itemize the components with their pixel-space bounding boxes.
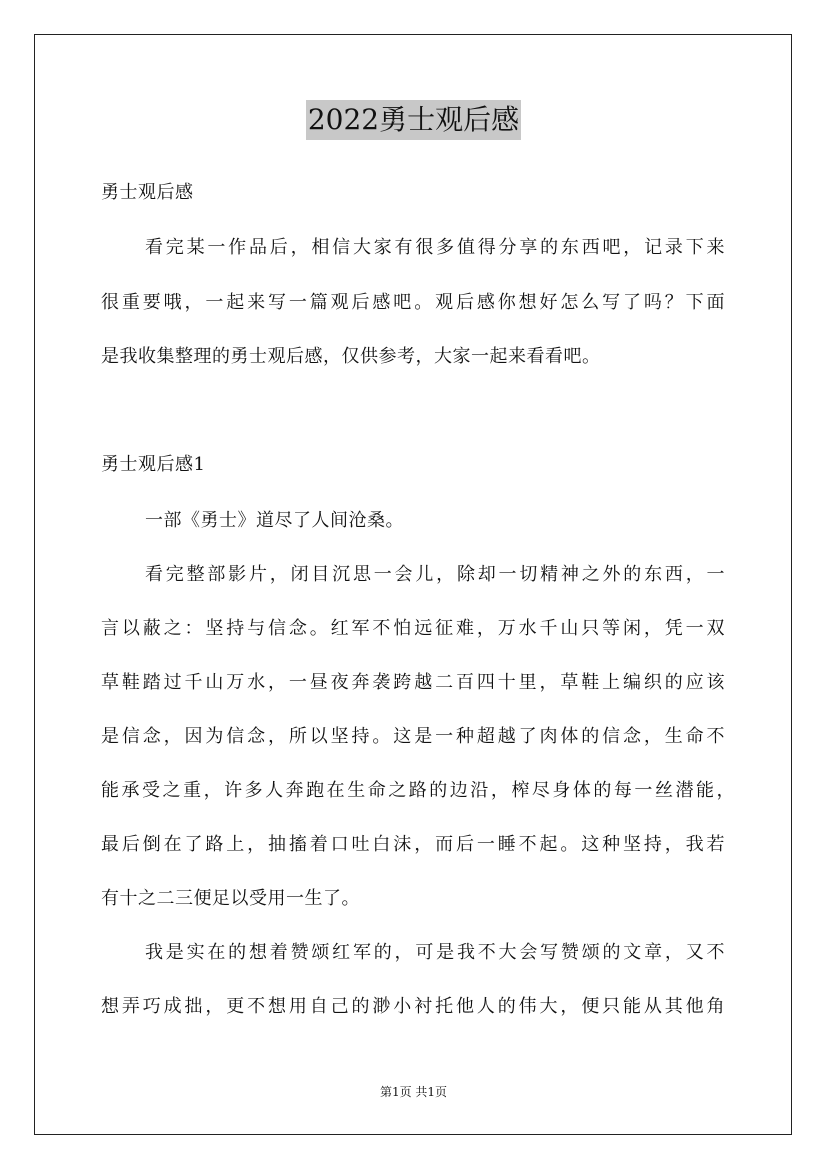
paragraph-line: 草鞋踏过千山万水，一昼夜奔袭跨越二百四十里，草鞋上编织的应该 xyxy=(101,672,725,693)
paragraph-line: 能承受之重，许多人奔跑在生命之路的边沿，榨尽身体的每一丝潜能， xyxy=(101,780,735,801)
paragraph-line: 是信念，因为信念，所以坚持。这是一种超越了肉体的信念，生命不 xyxy=(101,726,725,747)
document-title: 2022勇士观后感 xyxy=(306,100,521,140)
paragraph-line: 看完整部影片，闭目沉思一会儿，除却一切精神之外的东西，一 xyxy=(145,564,725,585)
paragraph-line: 看完某一作品后，相信大家有很多值得分享的东西吧，记录下来 xyxy=(145,237,725,258)
paragraph-line: 一部《勇士》道尽了人间沧桑。 xyxy=(145,510,404,531)
paragraph-line: 言以蔽之：坚持与信念。红军不怕远征难，万水千山只等闲，凭一双 xyxy=(101,618,725,639)
paragraph-line: 很重要哦，一起来写一篇观后感吧。观后感你想好怎么写了吗？下面 xyxy=(101,292,725,313)
paragraph-line: 有十之二三便足以受用一生了。 xyxy=(101,888,360,909)
document-title-wrapper xyxy=(0,100,827,140)
section-heading: 勇士观后感 xyxy=(101,182,194,203)
page-number-footer: 第1页 共1页 xyxy=(379,1085,448,1099)
paragraph-line: 是我收集整理的勇士观后感，仅供参考，大家一起来看看吧。 xyxy=(101,346,601,367)
section-heading: 勇士观后感1 xyxy=(101,454,206,475)
paragraph-line: 最后倒在了路上，抽搐着口吐白沫，而后一睡不起。这种坚持，我若 xyxy=(101,834,725,855)
paragraph-line: 我是实在的想着赞颂红军的，可是我不大会写赞颂的文章，又不 xyxy=(145,942,725,963)
paragraph-line: 想弄巧成拙，更不想用自己的渺小衬托他人的伟大，便只能从其他角 xyxy=(101,996,725,1017)
